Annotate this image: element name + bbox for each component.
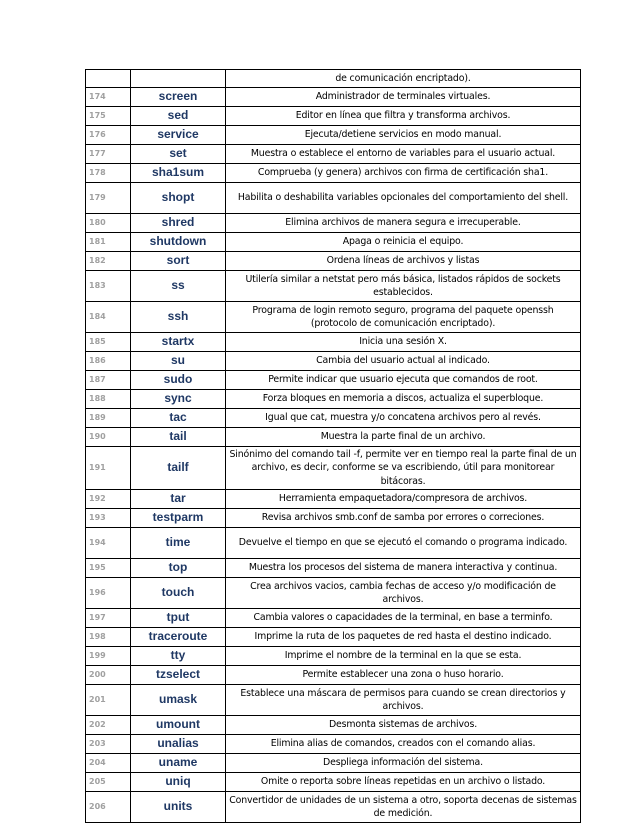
command-description: Muestra o establece el entorno de variables para el usuario actual. bbox=[226, 145, 581, 164]
continuation-row bbox=[86, 70, 581, 88]
command-description: Crea archivos vacios, cambia fechas de acceso y/o modificación de archivos. bbox=[226, 578, 581, 609]
table-row bbox=[86, 490, 581, 509]
row-number: 188 bbox=[86, 390, 131, 409]
commands-table bbox=[85, 69, 581, 823]
row-number: 200 bbox=[86, 666, 131, 685]
command-description: Imprime la ruta de los paquetes de red hasta el destino indicado. bbox=[226, 628, 581, 647]
table-row bbox=[86, 214, 581, 233]
command-description: Herramienta empaquetadora/compresora de archivos. bbox=[226, 490, 581, 509]
command-description: Programa de login remoto seguro, programa del paquete openssh (protocolo de comunicación encriptado). bbox=[226, 302, 581, 333]
command-name bbox=[131, 70, 226, 88]
table-row bbox=[86, 409, 581, 428]
command-description: Permite establecer una zona o huso horario. bbox=[226, 666, 581, 685]
command-description: Ejecuta/detiene servicios en modo manual. bbox=[226, 126, 581, 145]
command-name: sort bbox=[131, 252, 226, 271]
command-description: Ordena líneas de archivos y listas bbox=[226, 252, 581, 271]
table-row bbox=[86, 371, 581, 390]
command-description: Devuelve el tiempo en que se ejecutó el comando o programa indicado. bbox=[226, 528, 581, 559]
command-description: Comprueba (y genera) archivos con firma de certificación sha1. bbox=[226, 164, 581, 183]
command-name: set bbox=[131, 145, 226, 164]
table-row bbox=[86, 647, 581, 666]
table-row bbox=[86, 126, 581, 145]
table-row bbox=[86, 716, 581, 735]
command-description: Cambia valores o capacidades de la terminal, en base a terminfo. bbox=[226, 609, 581, 628]
command-name: ssh bbox=[131, 302, 226, 333]
command-description: Permite indicar que usuario ejecuta que comandos de root. bbox=[226, 371, 581, 390]
row-number: 196 bbox=[86, 578, 131, 609]
command-name: uname bbox=[131, 754, 226, 773]
table-row bbox=[86, 773, 581, 792]
row-number: 175 bbox=[86, 107, 131, 126]
table-row bbox=[86, 792, 581, 823]
row-number: 202 bbox=[86, 716, 131, 735]
command-description: Revisa archivos smb.conf de samba por errores o correciones. bbox=[226, 509, 581, 528]
table-row bbox=[86, 352, 581, 371]
table-row bbox=[86, 735, 581, 754]
command-name: shred bbox=[131, 214, 226, 233]
command-name: tar bbox=[131, 490, 226, 509]
command-description: Despliega información del sistema. bbox=[226, 754, 581, 773]
row-number: 177 bbox=[86, 145, 131, 164]
row-number: 181 bbox=[86, 233, 131, 252]
row-number: 198 bbox=[86, 628, 131, 647]
table-row bbox=[86, 302, 581, 333]
row-number: 203 bbox=[86, 735, 131, 754]
command-description: de comunicación encriptado). bbox=[226, 70, 581, 88]
command-description: Muestra los procesos del sistema de manera interactiva y continua. bbox=[226, 559, 581, 578]
table-row bbox=[86, 609, 581, 628]
table-row bbox=[86, 428, 581, 447]
row-number: 180 bbox=[86, 214, 131, 233]
command-name: touch bbox=[131, 578, 226, 609]
command-description: Muestra la parte final de un archivo. bbox=[226, 428, 581, 447]
command-name: su bbox=[131, 352, 226, 371]
table-row bbox=[86, 88, 581, 107]
row-number: 204 bbox=[86, 754, 131, 773]
table-row bbox=[86, 333, 581, 352]
command-name: sudo bbox=[131, 371, 226, 390]
command-description: Convertidor de unidades de un sistema a otro, soporta decenas de sistemas de medición. bbox=[226, 792, 581, 823]
command-name: service bbox=[131, 126, 226, 145]
command-description: Sinónimo del comando tail -f, permite ver en tiempo real la parte final de un archivo, es decir, conforme se va escribiendo, útil para monitorear bitácoras. bbox=[226, 447, 581, 490]
table-row bbox=[86, 107, 581, 126]
command-name: shutdown bbox=[131, 233, 226, 252]
row-number: 199 bbox=[86, 647, 131, 666]
table-row bbox=[86, 447, 581, 490]
row-number: 194 bbox=[86, 528, 131, 559]
command-name: tput bbox=[131, 609, 226, 628]
table-row bbox=[86, 271, 581, 302]
row-number: 179 bbox=[86, 183, 131, 214]
command-name: top bbox=[131, 559, 226, 578]
row-number: 201 bbox=[86, 685, 131, 716]
command-description: Elimina archivos de manera segura e irrecuperable. bbox=[226, 214, 581, 233]
command-name: sync bbox=[131, 390, 226, 409]
row-number: 176 bbox=[86, 126, 131, 145]
row-number: 189 bbox=[86, 409, 131, 428]
command-name: testparm bbox=[131, 509, 226, 528]
command-name: units bbox=[131, 792, 226, 823]
row-number: 174 bbox=[86, 88, 131, 107]
command-name: umount bbox=[131, 716, 226, 735]
command-description: Administrador de terminales virtuales. bbox=[226, 88, 581, 107]
row-number: 178 bbox=[86, 164, 131, 183]
command-name: tty bbox=[131, 647, 226, 666]
table-row bbox=[86, 559, 581, 578]
row-number: 182 bbox=[86, 252, 131, 271]
table-row bbox=[86, 145, 581, 164]
row-number: 185 bbox=[86, 333, 131, 352]
row-number: 206 bbox=[86, 792, 131, 823]
command-description: Apaga o reinicia el equipo. bbox=[226, 233, 581, 252]
command-name: screen bbox=[131, 88, 226, 107]
row-number: 184 bbox=[86, 302, 131, 333]
command-description: Cambia del usuario actual al indicado. bbox=[226, 352, 581, 371]
row-number: 186 bbox=[86, 352, 131, 371]
command-name: time bbox=[131, 528, 226, 559]
row-number bbox=[86, 70, 131, 88]
commands-table-body bbox=[86, 70, 581, 823]
command-description: Establece una máscara de permisos para cuando se crean directorios y archivos. bbox=[226, 685, 581, 716]
command-description: Habilita o deshabilita variables opcionales del comportamiento del shell. bbox=[226, 183, 581, 214]
command-name: umask bbox=[131, 685, 226, 716]
table-row bbox=[86, 754, 581, 773]
command-description: Forza bloques en memoria a discos, actualiza el superbloque. bbox=[226, 390, 581, 409]
row-number: 191 bbox=[86, 447, 131, 490]
command-description: Omite o reporta sobre líneas repetidas en un archivo o listado. bbox=[226, 773, 581, 792]
row-number: 197 bbox=[86, 609, 131, 628]
row-number: 205 bbox=[86, 773, 131, 792]
row-number: 193 bbox=[86, 509, 131, 528]
command-name: traceroute bbox=[131, 628, 226, 647]
command-description: Imprime el nombre de la terminal en la que se esta. bbox=[226, 647, 581, 666]
command-name: ss bbox=[131, 271, 226, 302]
command-name: uniq bbox=[131, 773, 226, 792]
command-name: tzselect bbox=[131, 666, 226, 685]
row-number: 183 bbox=[86, 271, 131, 302]
table-row bbox=[86, 578, 581, 609]
table-row bbox=[86, 685, 581, 716]
row-number: 190 bbox=[86, 428, 131, 447]
table-row bbox=[86, 509, 581, 528]
table-row bbox=[86, 628, 581, 647]
command-name: tac bbox=[131, 409, 226, 428]
row-number: 195 bbox=[86, 559, 131, 578]
table-row bbox=[86, 183, 581, 214]
command-name: sha1sum bbox=[131, 164, 226, 183]
command-name: tail bbox=[131, 428, 226, 447]
table-row bbox=[86, 390, 581, 409]
command-description: Desmonta sistemas de archivos. bbox=[226, 716, 581, 735]
row-number: 187 bbox=[86, 371, 131, 390]
command-description: Igual que cat, muestra y/o concatena archivos pero al revés. bbox=[226, 409, 581, 428]
table-row bbox=[86, 233, 581, 252]
table-row bbox=[86, 666, 581, 685]
command-name: shopt bbox=[131, 183, 226, 214]
command-name: tailf bbox=[131, 447, 226, 490]
row-number: 192 bbox=[86, 490, 131, 509]
table-row bbox=[86, 528, 581, 559]
command-name: unalias bbox=[131, 735, 226, 754]
table-row bbox=[86, 164, 581, 183]
command-name: sed bbox=[131, 107, 226, 126]
command-description: Elimina alias de comandos, creados con el comando alias. bbox=[226, 735, 581, 754]
command-name: startx bbox=[131, 333, 226, 352]
command-description: Utilería similar a netstat pero más básica, listados rápidos de sockets establecidos. bbox=[226, 271, 581, 302]
table-row bbox=[86, 252, 581, 271]
command-description: Editor en línea que filtra y transforma archivos. bbox=[226, 107, 581, 126]
command-description: Inicia una sesión X. bbox=[226, 333, 581, 352]
